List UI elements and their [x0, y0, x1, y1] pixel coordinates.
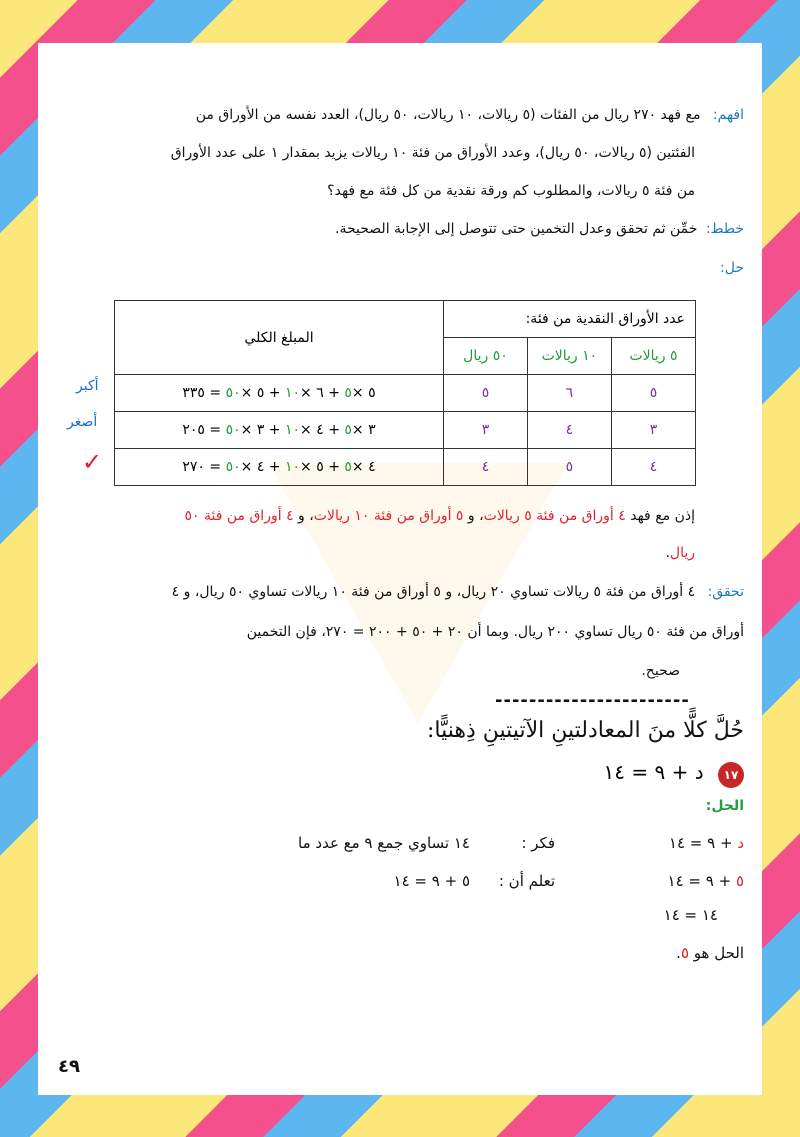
- cell-count-50: ٤: [444, 449, 528, 486]
- table-row: [115, 449, 696, 486]
- check-line-3: صحيح.: [641, 663, 680, 679]
- header-group: عدد الأوراق النقدية من فئة:: [444, 301, 696, 338]
- table-row: [115, 412, 696, 449]
- solution-label: الحل:: [705, 798, 744, 814]
- know-text: ٥ + ٩ = ١٤: [393, 872, 470, 890]
- col-header-10: ١٠ ريالات: [527, 338, 611, 375]
- cell-count-10: ٦: [527, 375, 611, 412]
- understand-line-3: من فئة ٥ ريالات، والمطلوب كم ورقة نقدية من كل فئة مع فهد؟: [327, 183, 695, 199]
- cell-count-5: ٣: [611, 412, 695, 449]
- col-header-5: ٥ ريالات: [611, 338, 695, 375]
- cell-expression: ٥ ×٥ + ٦ ×١٠ + ٥ ×٥٠ = ٣٣٥: [115, 375, 444, 412]
- cell-count-5: ٥: [611, 375, 695, 412]
- cell-expression: ٤ ×٥ + ٥ ×١٠ + ٤ ×٥٠ = ٢٧٠: [115, 449, 444, 486]
- cell-count-10: ٥: [527, 449, 611, 486]
- exercise-equation: د + ٩ = ١٤: [603, 760, 704, 784]
- think-label: فكر :: [521, 834, 555, 852]
- exercise-title: حُلَّ كلًّا منَ المعادلتينِ الآتيتينِ ذِهنيًّا:: [427, 718, 744, 743]
- cell-expression: ٣ ×٥ + ٤ ×١٠ + ٣ ×٥٠ = ٢٠٥: [115, 412, 444, 449]
- answer-line-1: إذن مع فهد ٤ أوراق من فئة ٥ ريالات، و ٥ أوراق من فئة ١٠ ريالات، و ٤ أوراق من فئة ٥٠: [184, 508, 695, 524]
- final-answer: الحل هو ٥.: [676, 944, 744, 962]
- understand-line-2: الفئتين (٥ ريالات، ٥٠ ريال)، وعدد الأوراق من فئة ١٠ ريالات يزيد بمقدار ١ على عدد الأوراق: [170, 145, 695, 161]
- understand-label: افهم:: [712, 107, 744, 123]
- note-bigger: أكبر: [76, 378, 99, 394]
- cell-count-50: ٥: [444, 375, 528, 412]
- step-1: د + ٩ = ١٤: [668, 834, 744, 852]
- cell-count-10: ٤: [527, 412, 611, 449]
- step-2: ٥ + ٩ = ١٤: [667, 872, 744, 890]
- answer-line-2: ريال.: [665, 545, 695, 561]
- step-3: ١٤ = ١٤: [663, 906, 718, 924]
- guess-check-table: [114, 300, 696, 486]
- exercise-equation-line: [604, 760, 744, 788]
- check-line-1: تحقق: ٤ أوراق من فئة ٥ ريالات تساوي ٢٠ ريال، و ٥ أوراق من فئة ١٠ ريالات تساوي ٥٠ ريال، و ٤: [171, 584, 744, 600]
- note-smaller: أصغر: [67, 414, 98, 430]
- know-label: تعلم أن :: [498, 872, 555, 890]
- cell-count-5: ٤: [611, 449, 695, 486]
- check-mark-icon: ✓: [82, 448, 103, 476]
- cell-count-50: ٣: [444, 412, 528, 449]
- exercise-number-badge: ١٧: [718, 762, 744, 788]
- solve-label: حل:: [720, 260, 744, 276]
- plan-label: خطط:: [705, 221, 744, 237]
- header-total: المبلغ الكلي: [115, 301, 444, 375]
- check-line-2: أوراق من فئة ٥٠ ريال تساوي ٢٠٠ ريال. وبما أن ٢٠ + ٥٠ + ٢٠٠ = ٢٧٠، فإن التخمين: [246, 624, 744, 640]
- check-label: تحقق:: [707, 584, 744, 600]
- col-header-50: ٥٠ ريال: [444, 338, 528, 375]
- divider-dashes: -----------------------: [495, 690, 690, 711]
- table-row: [115, 375, 696, 412]
- page-number: ٤٩: [58, 1056, 80, 1077]
- think-text: ١٤ تساوي جمع ٩ مع عدد ما: [298, 834, 470, 852]
- plan-line: خطط: خمِّن ثم تحقق وعدل التخمين حتى تتوصل إلى الإجابة الصحيحة.: [335, 221, 744, 237]
- understand-line-1: افهم: مع فهد ٢٧٠ ريال من الفئات (٥ ريالات، ١٠ ريالات، ٥٠ ريال)، العدد نفسه من الأوراق من: [195, 107, 744, 123]
